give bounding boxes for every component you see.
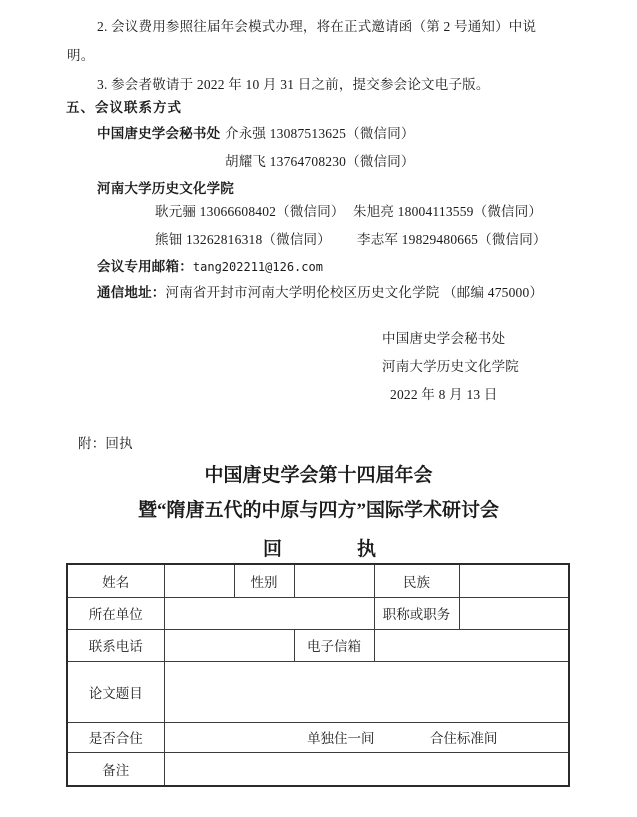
address-value: 河南省开封市河南大学明伦校区历史文化学院 （邮编 475000） <box>165 285 544 300</box>
phone-label-cell: 联系电话 <box>67 629 164 661</box>
remarks-value-cell <box>164 752 569 786</box>
contact-lizhijun: 李志军 19829480665（微信同） <box>357 232 547 247</box>
ethnicity-value-cell <box>459 564 569 597</box>
address-label: 通信地址： <box>97 285 166 300</box>
table-row <box>67 752 569 786</box>
email-row <box>97 255 323 275</box>
contact-gengyuanli: 耿元骊 13066608402（微信同） <box>155 204 345 219</box>
note-item2-line2: 明。 <box>67 48 95 63</box>
note-item2-line1: 2. 会议费用参照往届年会模式办理，将在正式邀请函（第 2 号通知）中说 <box>97 19 537 34</box>
attachment-label: 附：回执 <box>78 436 133 451</box>
note-item3: 3. 参会者敬请于 2022 年 10 月 31 日之前，提交参会论文电子版。 <box>97 77 490 92</box>
lodging-option-shared: 合住标准间 <box>429 731 498 746</box>
phone-value-cell <box>164 629 294 661</box>
form-title-line1: 中国唐史学会第十四届年会 <box>204 465 433 486</box>
signature-org1: 中国唐史学会秘书处 <box>382 331 506 346</box>
form-email-label-cell: 电子信箱 <box>294 629 374 661</box>
work-unit-label-cell: 所在单位 <box>67 597 164 629</box>
lodging-label-cell: 是否合住 <box>67 722 164 752</box>
table-row <box>67 564 569 597</box>
name-label-cell: 姓名 <box>67 564 164 597</box>
form-email-value-cell <box>374 629 569 661</box>
form-title-line2: 暨“隋唐五代的中原与四方”国际学术研讨会 <box>137 500 499 521</box>
contact-jieyongqiang: 介永强 13087513625（微信同） <box>225 126 415 141</box>
position-value-cell <box>459 597 569 629</box>
paper-title-label-cell: 论文题目 <box>67 661 164 722</box>
work-unit-value-cell <box>164 597 374 629</box>
email-label: 会议专用邮箱： <box>97 259 193 274</box>
address-row <box>97 281 543 301</box>
section-heading-contacts: 五、会议联系方式 <box>66 100 182 115</box>
email-value: tang202211@126.com <box>192 260 323 274</box>
gender-label-cell: 性别 <box>234 564 294 597</box>
reply-form-table <box>66 563 570 787</box>
remarks-label-cell: 备注 <box>67 752 164 786</box>
henan-org-label: 河南大学历史文化学院 <box>97 181 234 196</box>
table-row <box>67 629 569 661</box>
name-value-cell <box>164 564 234 597</box>
table-row <box>67 661 569 722</box>
contact-xiongtian: 熊钿 13262816318（微信同） <box>155 232 331 247</box>
signature-date: 2022 年 8 月 13 日 <box>390 387 498 402</box>
form-title-huizhi: 回执 <box>263 539 452 560</box>
ethnicity-label-cell: 民族 <box>374 564 459 597</box>
gender-value-cell <box>294 564 374 597</box>
lodging-option-single: 单独住一间 <box>307 731 375 746</box>
table-row <box>67 597 569 629</box>
table-row <box>67 722 569 752</box>
lodging-options-cell <box>164 722 569 752</box>
secretariat-org-label: 中国唐史学会秘书处 <box>97 126 221 141</box>
position-label-cell: 职称或职务 <box>374 597 459 629</box>
contact-huyaofei: 胡耀飞 13764708230（微信同） <box>225 154 415 169</box>
contact-zhuxuliang: 朱旭亮 18004113559（微信同） <box>353 204 543 219</box>
signature-org2: 河南大学历史文化学院 <box>382 359 519 374</box>
paper-title-value-cell <box>164 661 569 722</box>
